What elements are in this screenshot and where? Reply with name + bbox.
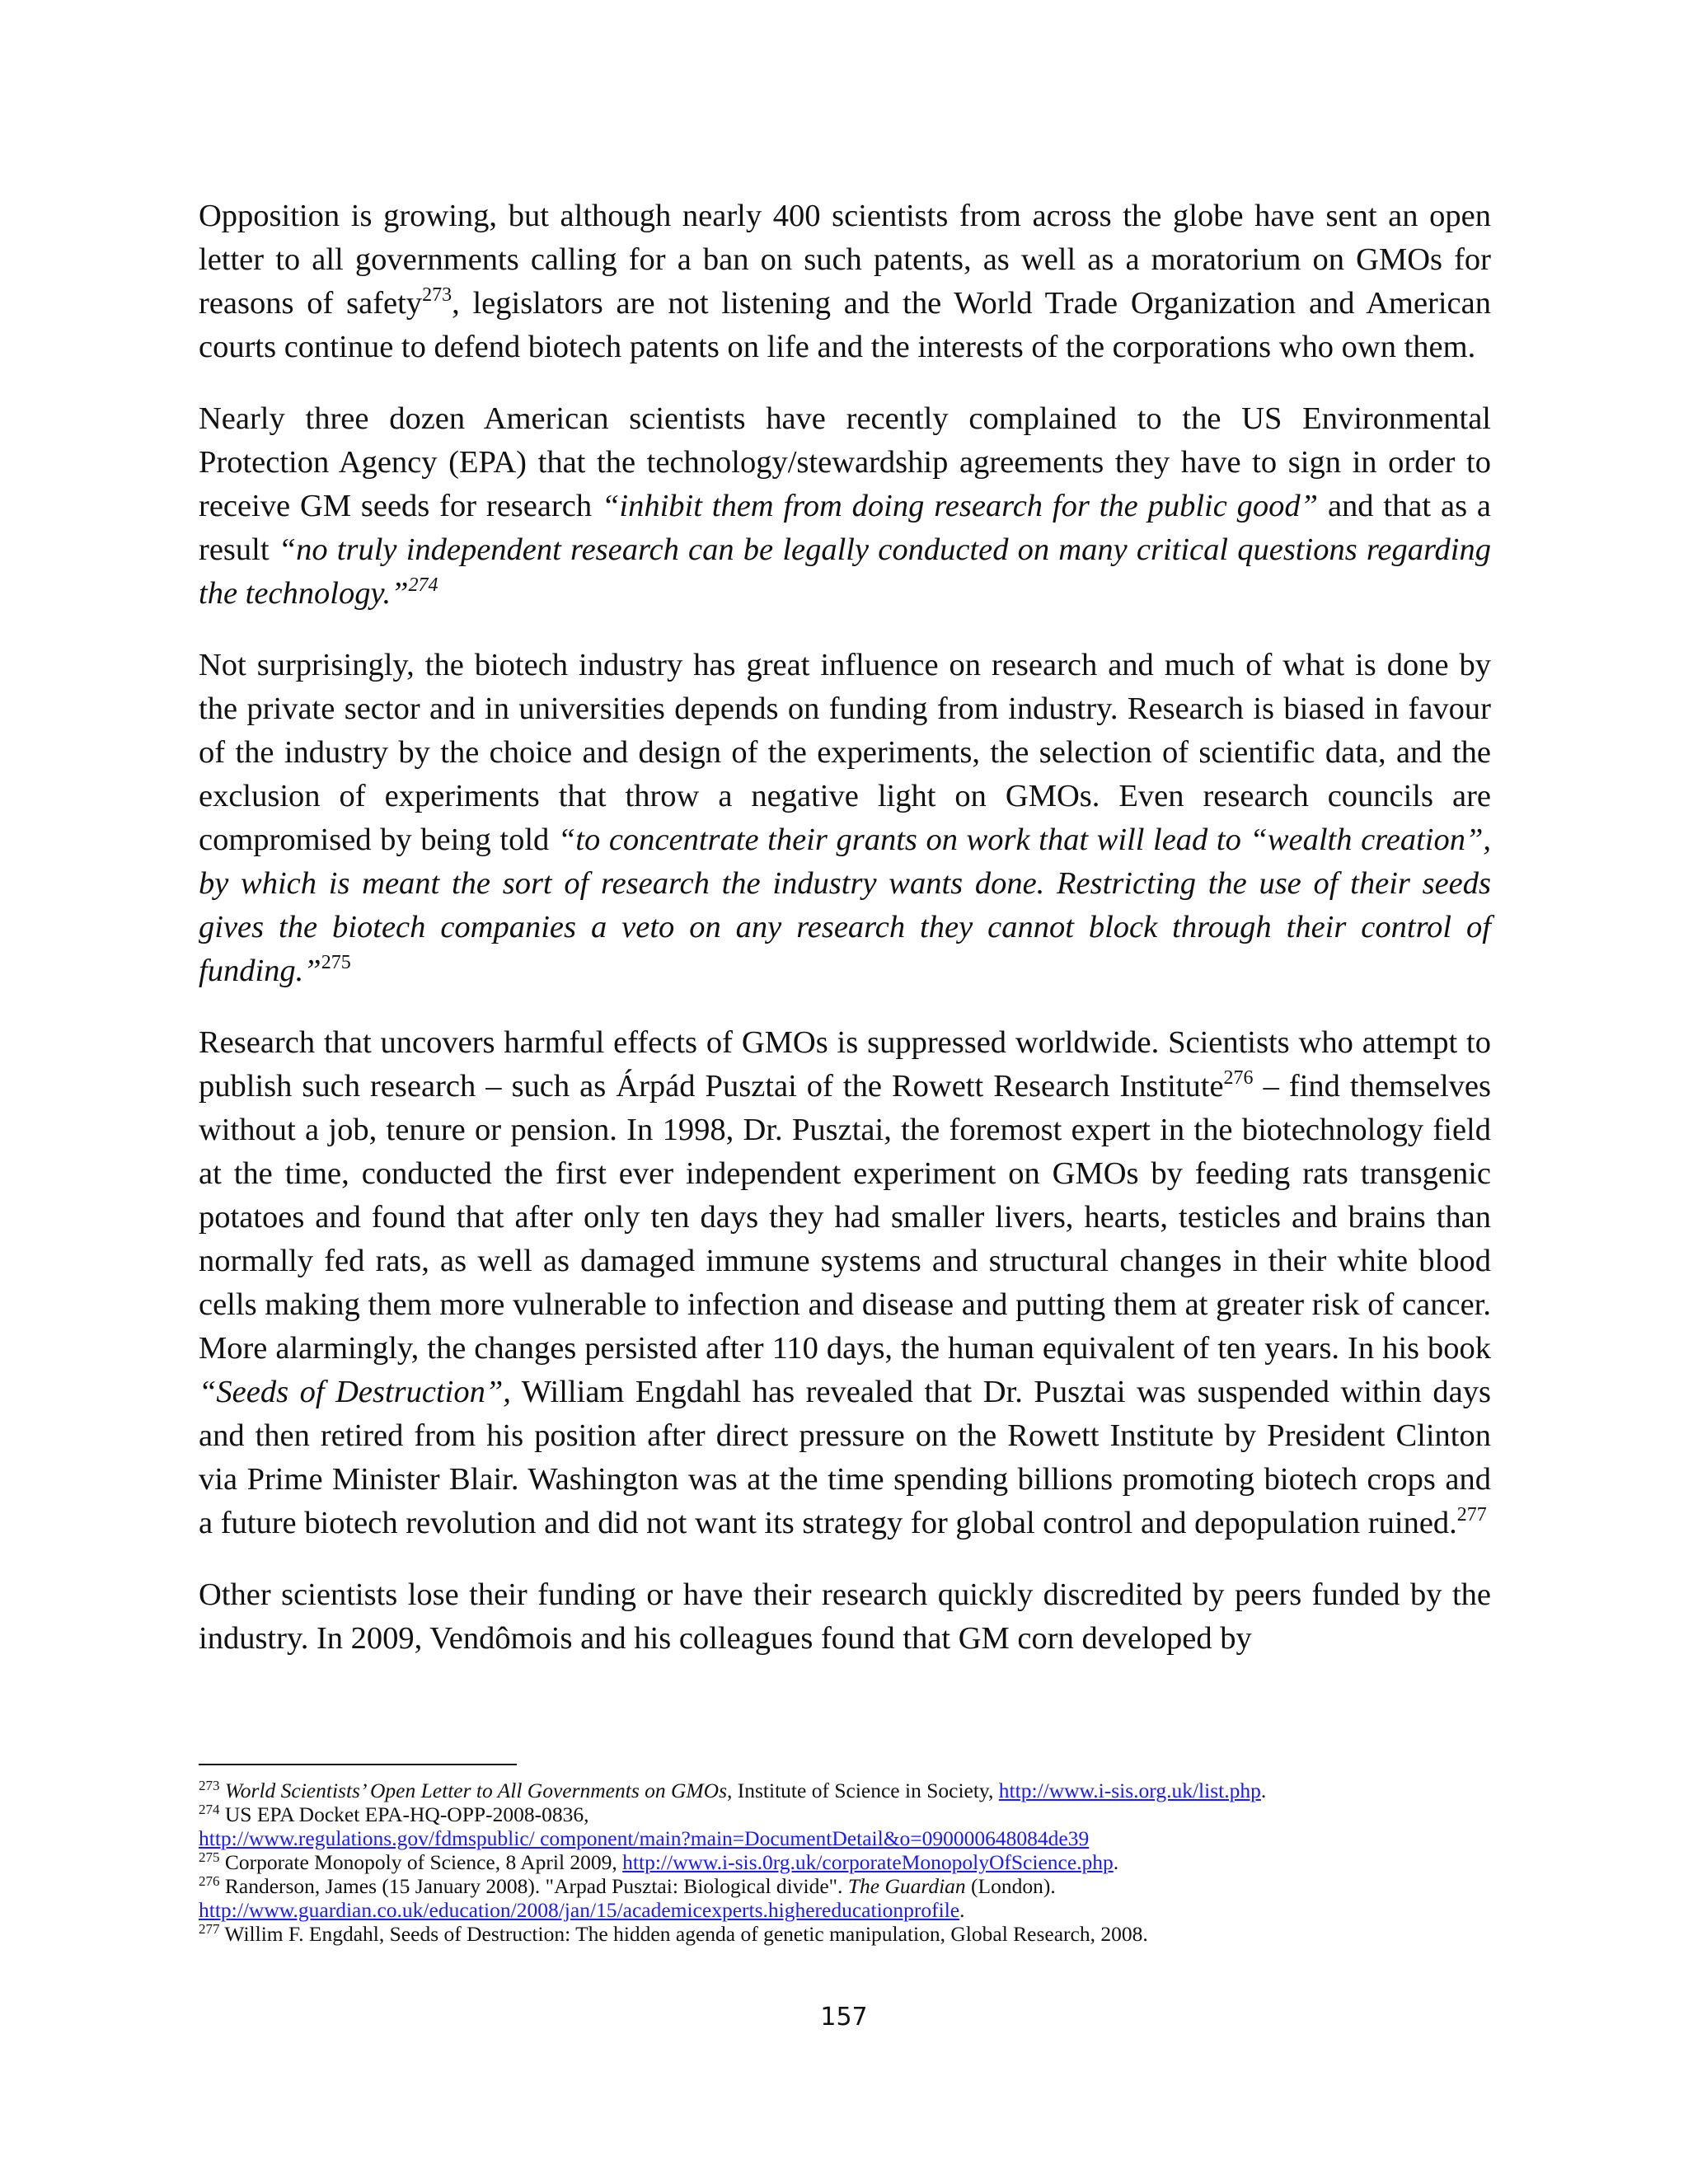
footnote-ref-276[interactable]: 276 <box>1223 1067 1254 1089</box>
footnote-end: . <box>1113 1850 1119 1874</box>
footnote-277 <box>199 1922 1517 1946</box>
paragraph-2-quote-2: “no truly independent research can be legally conducted on many critical questions regarding the technology.” <box>199 532 1491 611</box>
footnote-276-link[interactable]: http://www.guardian.co.uk/education/2008/jan/15/academicexperts.highereducationprofile <box>199 1898 960 1922</box>
footnote-end: . <box>959 1898 965 1922</box>
body-text <box>199 194 1491 1689</box>
footnote-number: 276 <box>199 1873 220 1889</box>
footnote-273-link[interactable]: http://www.i-sis.org.uk/list.php <box>998 1779 1261 1802</box>
paragraph-4-quote-1: “Seeds of Destruction”, <box>199 1375 511 1409</box>
paragraph-5 <box>199 1573 1491 1661</box>
footnote-text: Corporate Monopoly of Science, 8 April 2009, <box>219 1850 623 1874</box>
paragraph-1 <box>199 194 1491 369</box>
footnote-text: Randerson, James (15 January 2008). "Arpad Pusztai: Biological divide". <box>219 1874 848 1898</box>
paragraph-1-text-a: Opposition is growing, but although nearly 400 scientists from across the globe have sent an open letter to all governments calling for a ban on such patents, as well as a moratorium on GMOs for reasons of safety <box>199 199 1491 321</box>
footnote-end: . <box>1260 1779 1267 1802</box>
footnote-number: 275 <box>199 1849 220 1865</box>
footnote-ref-274[interactable]: 274 <box>408 574 438 596</box>
paragraph-5-text-a: Other scientists lose their funding or have their research quickly discredited by peers funded by the industry. In 2009, Vendômois and his colleagues found that GM corn developed by <box>199 1577 1491 1656</box>
paragraph-3 <box>199 644 1491 993</box>
paragraph-2-quote-1: “inhibit them from doing research for the public good” <box>601 489 1319 523</box>
footnote-275-link[interactable]: http://www.i-sis.0rg.uk/corporateMonopolyOfScience.php <box>622 1850 1114 1874</box>
footnote-274-link[interactable]: http://www.regulations.gov/fdmspublic/ component/main?main=DocumentDetail&o=090000648084de39 <box>199 1826 1090 1850</box>
footnote-divider <box>199 1764 517 1765</box>
footnote-276-link-line <box>199 1898 1517 1922</box>
paragraph-4-text-c: William Engdahl has revealed that Dr. Pusztai was suspended within days and then retired from his position after direct pressure on the Rowett Institute by President Clinton via Prime Minister Blair. Washington was at the time spending billions promoting biotech crops and a future biotech revolution and did not want its strategy for global control and depopulation ruined. <box>199 1375 1491 1540</box>
footnote-journal: The Guardian <box>847 1874 966 1898</box>
paragraph-4-text-a: Research that uncovers harmful effects of GMOs is suppressed worldwide. Scientists who attempt to publish such research – such as Árpád Pusztai of the Rowett Research Institute <box>199 1025 1491 1104</box>
footnote-text-2: (London). <box>965 1874 1056 1898</box>
paragraph-2-text-b: and that as a result <box>199 489 1492 567</box>
footnote-number: 274 <box>199 1802 220 1817</box>
footnote-ref-273[interactable]: 273 <box>422 284 452 306</box>
footnote-number: 273 <box>199 1778 220 1793</box>
footnote-text: US EPA Docket EPA-HQ-OPP-2008-0836, <box>219 1802 589 1826</box>
footnote-276 <box>199 1874 1517 1898</box>
paragraph-4 <box>199 1021 1491 1545</box>
paragraph-3-quote-1: “to concentrate their grants on work that will lead to “wealth creation”, by which is meant the sort of research the industry wants done. Restricting the use of their seeds gives the biotech companies a veto on any research they cannot block through their control of funding.” <box>199 823 1491 988</box>
footnote-text: , Institute of Science in Society, <box>727 1779 999 1802</box>
footnote-275 <box>199 1850 1517 1874</box>
footnote-ref-277[interactable]: 277 <box>1456 1504 1487 1526</box>
footnotes <box>199 1779 1517 1946</box>
footnote-274-link-line <box>199 1826 1517 1850</box>
paragraph-4-text-b: – find themselves without a job, tenure or pension. In 1998, Dr. Pusztai, the foremost expert in the biotechnology field at the time, conducted the first ever independent experiment on GMOs by feeding rats transgenic potatoes and found that after only ten days they had smaller livers, hearts, testicles and brains than normally fed rats, as well as damaged immune systems and structural changes in their white blood cells making them more vulnerable to infection and disease and putting them at greater risk of cancer. More alarmingly, the changes persisted after 110 days, the human equivalent of ten years. In his book <box>199 1069 1491 1366</box>
footnote-ref-275[interactable]: 275 <box>321 952 351 973</box>
footnote-text: Willim F. Engdahl, Seeds of Destruction: The hidden agenda of genetic manipulation, Global Research, 2008. <box>219 1922 1148 1946</box>
footnote-274 <box>199 1802 1517 1826</box>
footnote-title: World Scientists’ Open Letter to All Governments on GMOs <box>224 1779 727 1802</box>
page-number: 157 <box>820 2003 868 2032</box>
paragraph-1-text-b: , legislators are not listening and the World Trade Organization and American courts continue to defend biotech patents on life and the interests of the corporations who own them. <box>199 286 1491 364</box>
footnote-number: 277 <box>199 1921 220 1937</box>
paragraph-3-text-a: Not surprisingly, the biotech industry has great influence on research and much of what is done by the private sector and in universities depends on funding from industry. Research is biased in favour of the industry by the choice and design of the experiments, the selection of scientific data, and the exclusion of experiments that throw a negative light on GMOs. Even research councils are compromised by being told <box>199 648 1491 857</box>
paragraph-2-text-a: Nearly three dozen American scientists have recently complained to the US Environmental Protection Agency (EPA) that the technology/stewardship agreements they have to sign in order to receive GM seeds for research <box>199 401 1491 523</box>
footnote-273 <box>199 1779 1517 1802</box>
paragraph-2 <box>199 397 1491 616</box>
